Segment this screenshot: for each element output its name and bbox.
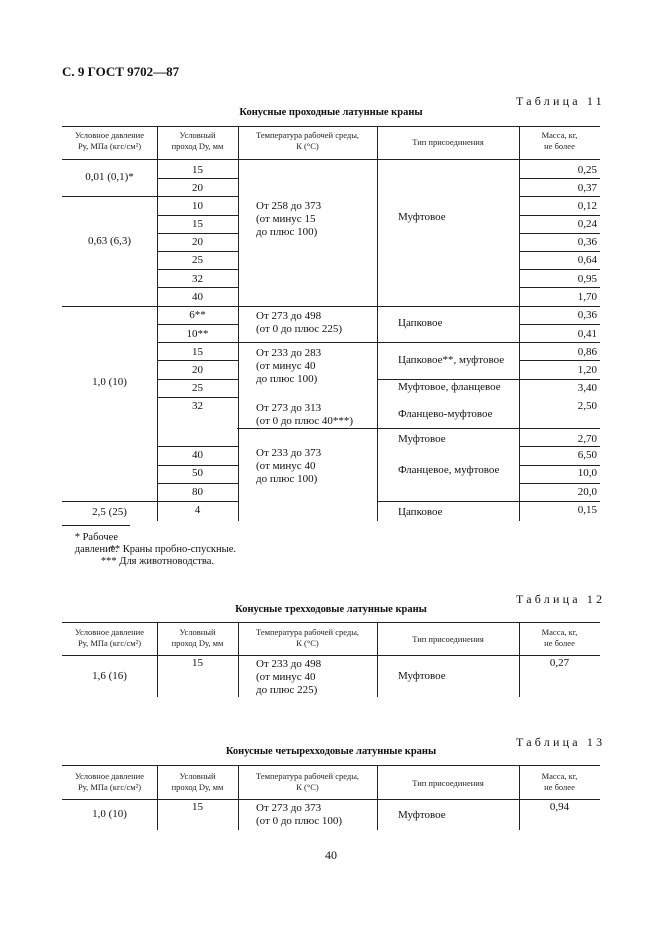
t11-dn-7: 40 bbox=[192, 291, 203, 303]
t11-temp-2 bbox=[256, 347, 321, 386]
table12-title: Конусные трехходовые латунные краны bbox=[235, 604, 427, 615]
t11-conn-2: Цапковое**, муфтовое bbox=[398, 354, 505, 366]
t13-col-dn-header-2: проход Dу, мм bbox=[171, 782, 224, 792]
t11-mass-17: 20,0 bbox=[577, 486, 597, 498]
col-pressure-header-1: Условное давление bbox=[75, 130, 144, 140]
t13-temp-line-0: От 273 до 373 bbox=[256, 802, 322, 814]
t11-dn-14: 40 bbox=[192, 449, 203, 461]
t12-conn: Муфтовое bbox=[398, 670, 446, 682]
t12-dn: 15 bbox=[192, 657, 203, 669]
t13-col-mass-header-2: не более bbox=[544, 782, 575, 792]
table12-label: Таблица 12 bbox=[516, 592, 606, 606]
t11-temp-1-line-1: (от 0 до плюс 225) bbox=[256, 323, 343, 335]
t11-mass-13: 2,50 bbox=[577, 400, 597, 412]
page-header: С. 9 ГОСТ 9702—87 bbox=[62, 64, 180, 79]
t11-mass-1: 0,37 bbox=[577, 182, 597, 194]
t11-pressure-3: 2,5 (25) bbox=[92, 506, 127, 518]
t11-temp-3 bbox=[256, 402, 353, 428]
t11-pressure-2: 1,0 (10) bbox=[92, 376, 127, 388]
t11-temp-0-line-1: (от минус 15 bbox=[256, 213, 316, 225]
t13-col-temp-header-2: К (°С) bbox=[296, 782, 319, 792]
table11-title: Конусные проходные латунные краны bbox=[239, 107, 423, 118]
t12-col-dn-header-2: проход Dу, мм bbox=[171, 638, 224, 648]
col-dn-header-1: Условный bbox=[179, 130, 216, 140]
t11-dn-13: 32 bbox=[192, 400, 203, 412]
t13-pressure: 1,0 (10) bbox=[92, 808, 127, 820]
t12-mass: 0,27 bbox=[549, 657, 570, 669]
t12-col-dn-header-1: Условный bbox=[179, 627, 216, 637]
t13-dn: 15 bbox=[192, 801, 203, 813]
t11-temp-4-line-1: (от минус 40 bbox=[256, 460, 316, 472]
t11-conn-7: Цапковое bbox=[398, 506, 443, 518]
t12-temp-line-0: От 233 до 498 bbox=[256, 658, 322, 670]
t13-temp bbox=[256, 802, 342, 828]
t11-conn-1: Цапковое bbox=[398, 317, 443, 329]
t13-col-temp-header-1: Температура рабочей среды, bbox=[255, 771, 360, 781]
t12-col-temp-header-2: К (°С) bbox=[296, 638, 319, 648]
t11-mass-18: 0,15 bbox=[577, 504, 597, 516]
t13-col-pressure-header-2: Pу, МПа (кгс/см²) bbox=[77, 782, 142, 792]
t11-dn-12: 25 bbox=[192, 382, 203, 394]
t11-conn-3: Муфтовое, фланцевое bbox=[398, 381, 501, 393]
t11-temp-0-line-0: От 258 до 373 bbox=[256, 200, 322, 212]
t12-col-mass-header-1: Масса, кг, bbox=[541, 627, 578, 637]
footnote-2: ** Краны пробно-спускные. bbox=[109, 544, 236, 555]
t11-dn-0: 15 bbox=[192, 164, 203, 176]
col-temp-header-1: Температура рабочей среды, bbox=[255, 130, 360, 140]
col-mass-header-2: не более bbox=[544, 141, 575, 151]
t11-mass-3: 0,24 bbox=[577, 218, 597, 230]
t11-dn-4: 20 bbox=[192, 236, 203, 248]
t12-col-temp-header-1: Температура рабочей среды, bbox=[255, 627, 360, 637]
t12-col-pressure-header-2: Pу, МПа (кгс/см²) bbox=[77, 638, 142, 648]
t11-temp-4-line-2: до плюс 100) bbox=[256, 473, 318, 485]
t11-dn-3: 15 bbox=[192, 218, 203, 230]
t11-mass-2: 0,12 bbox=[577, 200, 597, 212]
t11-mass-4: 0,36 bbox=[577, 236, 597, 248]
t13-col-conn-header: Тип присоединения bbox=[412, 778, 484, 788]
table11-label: Таблица 11 bbox=[516, 94, 605, 108]
t11-mass-7: 1,70 bbox=[577, 291, 597, 303]
t11-pressure-0: 0,01 (0,1)* bbox=[85, 171, 134, 183]
footnote-rule bbox=[62, 525, 130, 526]
t12-col-pressure-header-1: Условное давление bbox=[75, 627, 144, 637]
t11-mass-5: 0,64 bbox=[577, 254, 597, 266]
t11-mass-8: 0,36 bbox=[577, 309, 597, 321]
page-number: 40 bbox=[325, 848, 337, 862]
t11-dn-8: 6** bbox=[189, 309, 206, 321]
t11-temp-0 bbox=[256, 200, 321, 239]
t11-temp-3-line-1: (от 0 до плюс 40***) bbox=[256, 415, 354, 427]
t11-mass-6: 0,95 bbox=[577, 273, 597, 285]
t12-col-mass-header-2: не более bbox=[544, 638, 575, 648]
t12-temp-line-1: (от минус 40 bbox=[256, 671, 316, 683]
t11-temp-3-line-0: От 273 до 313 bbox=[256, 402, 322, 414]
t11-conn-4: Фланцево-муфтовое bbox=[398, 408, 493, 420]
t11-temp-0-line-2: до плюс 100) bbox=[256, 226, 318, 238]
col-dn-header-2: проход Dу, мм bbox=[171, 141, 224, 151]
t11-dn-5: 25 bbox=[192, 254, 203, 266]
col-pressure-header-2: Pу, МПа (кгс/см²) bbox=[77, 141, 142, 151]
t11-dn-11: 20 bbox=[192, 364, 203, 376]
table13-title: Конусные четырехходовые латунные краны bbox=[225, 746, 437, 757]
t11-dn-17: 4 bbox=[194, 504, 201, 516]
t11-temp-1-line-0: От 273 до 498 bbox=[256, 310, 322, 322]
table13-label: Таблица 13 bbox=[516, 735, 606, 749]
t13-mass: 0,94 bbox=[549, 801, 570, 813]
t11-temp-4-line-0: От 233 до 373 bbox=[256, 447, 322, 459]
t11-conn-0: Муфтовое bbox=[398, 211, 446, 223]
footnote-3: *** Для животноводства. bbox=[100, 556, 214, 567]
footnote-1: * Рабочее давление. bbox=[74, 532, 118, 555]
t11-dn-16: 80 bbox=[192, 486, 203, 498]
t11-dn-2: 10 bbox=[192, 200, 203, 212]
t13-temp-line-1: (от 0 до плюс 100) bbox=[256, 815, 343, 827]
t11-mass-11: 1,20 bbox=[577, 364, 597, 376]
t11-dn-6: 32 bbox=[192, 273, 203, 285]
t12-pressure: 1,6 (16) bbox=[92, 670, 127, 682]
t11-conn-6: Фланцевое, муфтовое bbox=[398, 464, 500, 476]
t11-mass-9: 0,41 bbox=[577, 328, 597, 340]
t11-mass-10: 0,86 bbox=[577, 346, 597, 358]
t11-mass-14: 2,70 bbox=[577, 433, 597, 445]
t11-temp-1 bbox=[256, 310, 342, 336]
t12-temp-line-2: до плюс 225) bbox=[256, 684, 318, 696]
t13-col-dn-header-1: Условный bbox=[179, 771, 216, 781]
t11-mass-15: 6,50 bbox=[577, 449, 597, 461]
t11-temp-2-line-2: до плюс 100) bbox=[256, 373, 318, 385]
t13-col-mass-header-1: Масса, кг, bbox=[541, 771, 578, 781]
col-mass-header-1: Масса, кг, bbox=[541, 130, 578, 140]
t11-temp-2-line-0: От 233 до 283 bbox=[256, 347, 322, 359]
t13-conn: Муфтовое bbox=[398, 809, 446, 821]
col-temp-header-2: К (°С) bbox=[296, 141, 319, 151]
t11-mass-0: 0,25 bbox=[577, 164, 597, 176]
t11-mass-16: 10,0 bbox=[577, 467, 597, 479]
t11-conn-5: Муфтовое bbox=[398, 433, 446, 445]
t12-col-conn-header: Тип присоединения bbox=[412, 634, 484, 644]
col-conn-header: Тип присоединения bbox=[412, 137, 484, 147]
t13-col-pressure-header-1: Условное давление bbox=[75, 771, 144, 781]
t11-dn-1: 20 bbox=[192, 182, 203, 194]
t11-dn-9: 10** bbox=[186, 328, 209, 340]
t11-dn-15: 50 bbox=[192, 467, 203, 479]
t12-temp bbox=[256, 658, 321, 697]
t11-temp-4 bbox=[256, 447, 321, 486]
t11-temp-2-line-1: (от минус 40 bbox=[256, 360, 316, 372]
t11-mass-12: 3,40 bbox=[577, 382, 597, 394]
t11-pressure-1: 0,63 (6,3) bbox=[87, 235, 132, 247]
t11-dn-10: 15 bbox=[192, 346, 203, 358]
